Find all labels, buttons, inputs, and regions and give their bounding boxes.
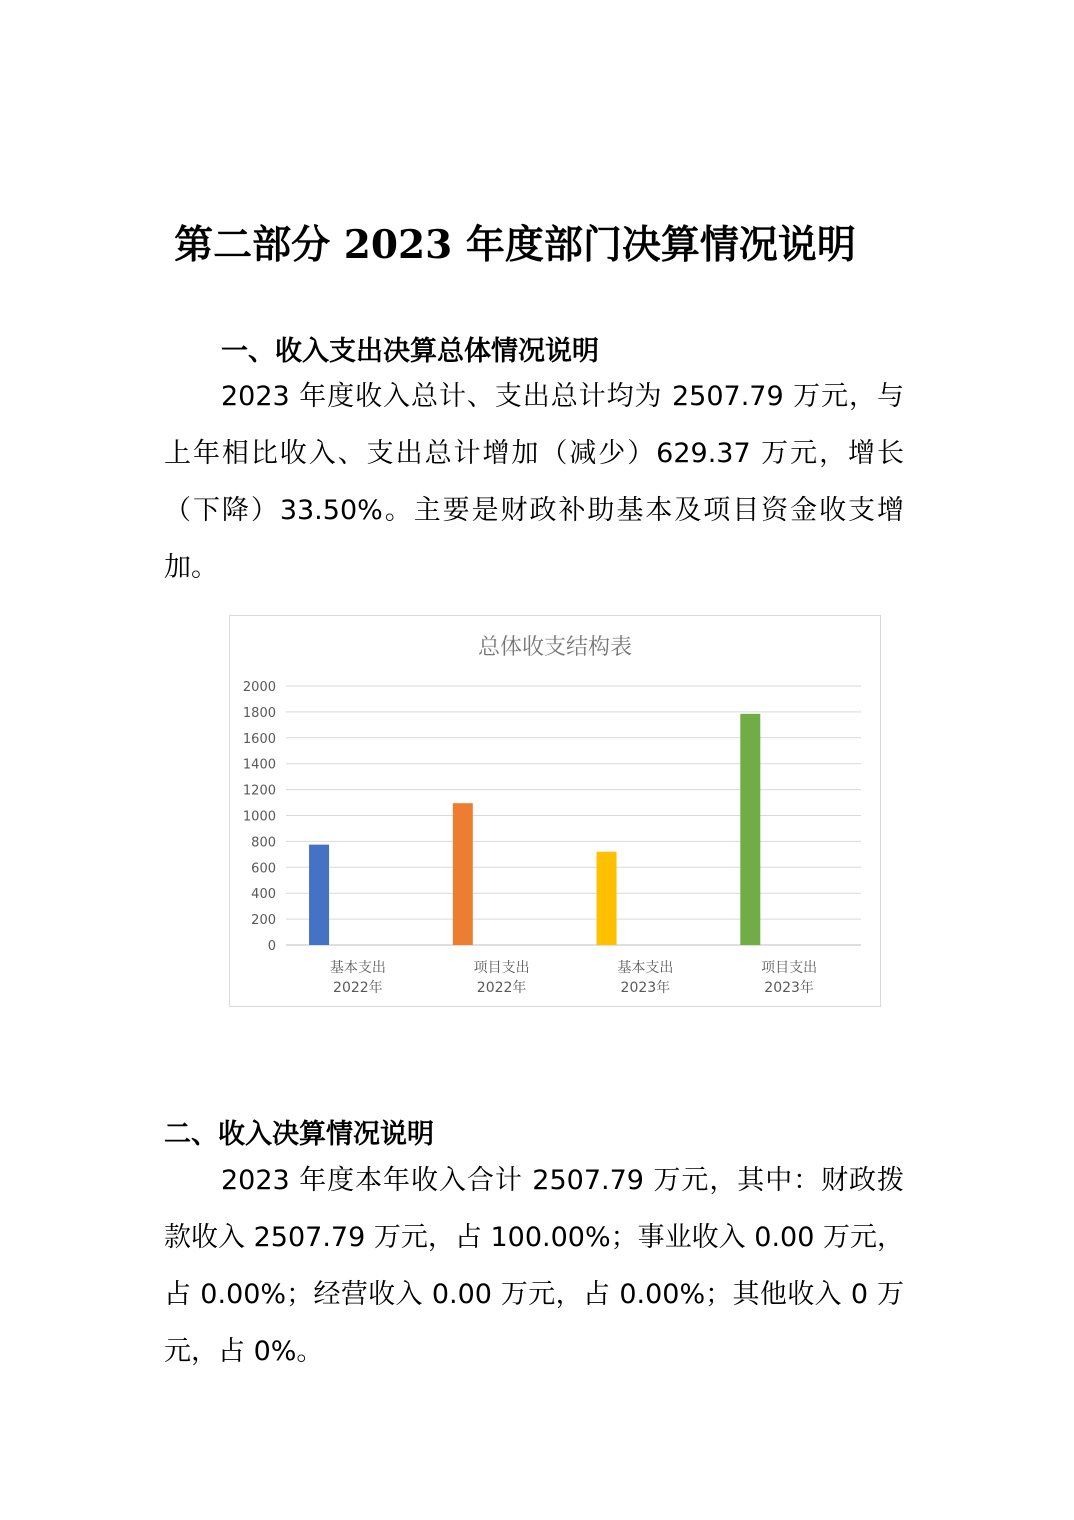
bar [309,845,329,945]
y-tick-label: 0 [267,939,276,954]
section2-heading: 二、收入决算情况说明 [164,1119,434,1150]
x-tick-label: 基本支出 [617,960,674,976]
bar [453,803,473,945]
x-tick-label: 2023年 [764,980,814,996]
y-tick-label: 200 [251,913,276,929]
section1-paragraph: 2023 年度收入总计、支出总计均为 2507.79 万元，与上年相比收入、支出总计增加（减少）629.37 万元，增长（下降）33.50%。主要是财政补助基本及项目资金收支增加。 [164,381,904,583]
x-tick-label: 2022年 [476,980,527,996]
bar [597,852,617,945]
x-tick-label: 2022年 [333,980,383,996]
section2-paragraph: 2023 年度本年收入合计 2507.79 万元，其中：财政拨款收入 2507.79 万元，占 100.00%；事业收入 0.00 万元，占 0.00%；经营收入 0.00 万元，占 0.00%；其他收入 0 万元，占 0%。 [164,1165,904,1367]
y-tick-label: 400 [251,887,276,903]
chart-title: 总体收支结构表 [477,635,633,660]
y-tick-label: 1600 [242,731,276,747]
x-tick-label: 项目支出 [473,960,530,976]
page-title: 第二部分 2023 年度部门决算情况说明 [174,222,856,268]
x-tick-label: 项目支出 [761,960,818,976]
y-tick-label: 800 [251,835,276,851]
x-tick-label: 基本支出 [329,960,386,976]
bar [740,714,760,945]
chart-container [229,615,881,1007]
x-tick-label: 2023年 [620,980,671,996]
y-tick-label: 2000 [242,680,276,695]
bar-chart [230,616,880,1006]
section1-heading: 一、收入支出决算总体情况说明 [221,336,599,367]
y-tick-label: 1800 [242,705,276,721]
y-tick-label: 600 [251,861,276,877]
y-tick-label: 1000 [242,809,276,825]
y-tick-label: 1200 [242,783,276,799]
y-tick-label: 1400 [242,757,276,773]
